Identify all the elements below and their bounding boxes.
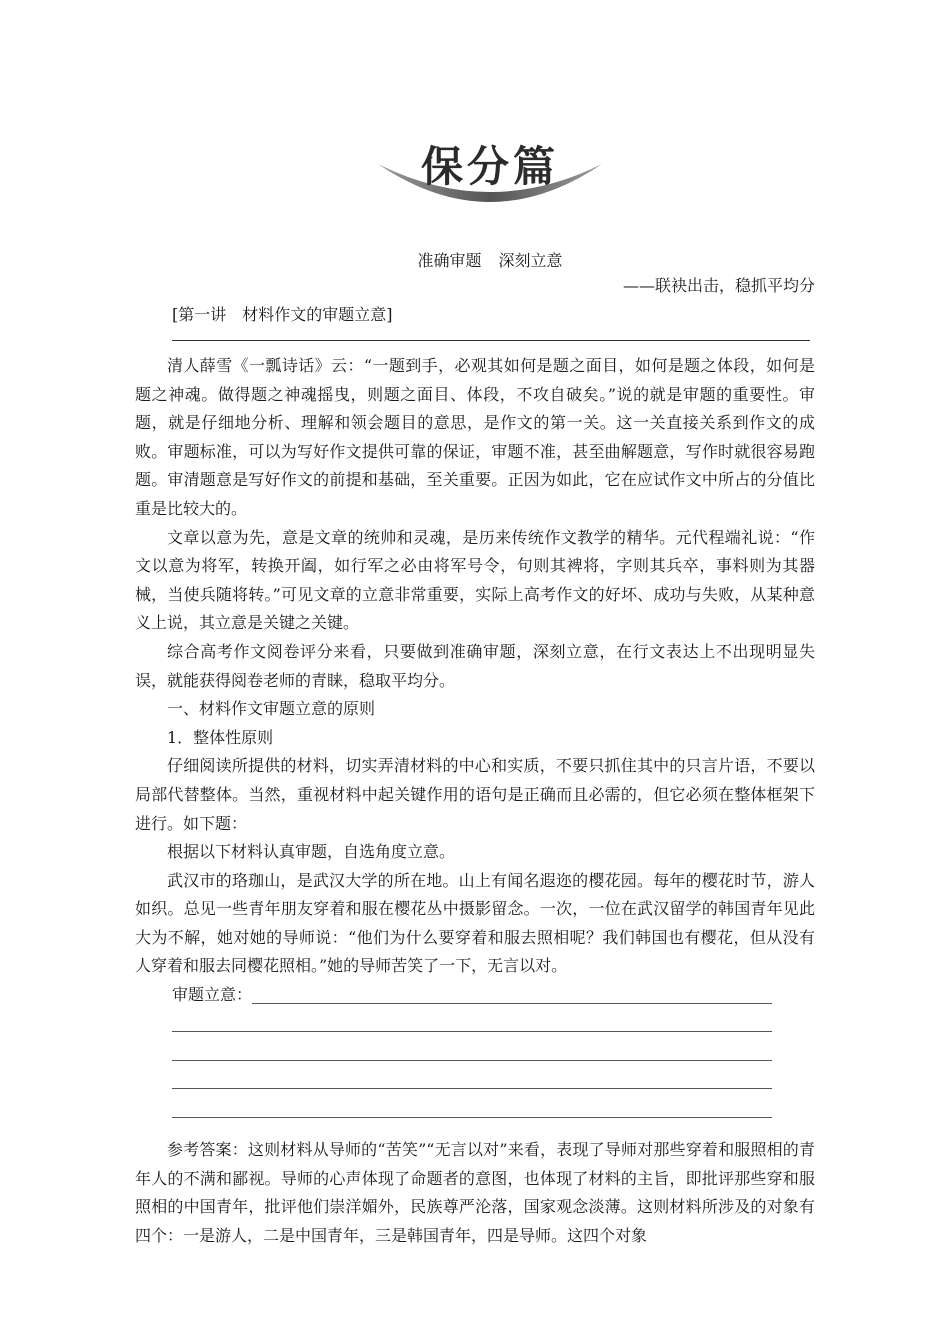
heading-divider bbox=[172, 340, 810, 341]
answer-blank-label: 审题立意： bbox=[172, 985, 253, 1005]
paragraph: 综合高考作文阅卷评分来看，只要做到准确审题，深刻立意，在行文表达上不出现明显失误，就能获得阅卷老师的青睐，稳取平均分。 bbox=[135, 641, 815, 690]
subtitle-part-1: 准确审题 bbox=[417, 251, 482, 270]
section-motto: ——联袂出击，稳抓平均分 bbox=[622, 276, 815, 295]
paragraph: 仔细阅读所提供的材料，切实弄清材料的中心和实质，不要只抓住其中的只言片语，不要以局部代替整体。当然，重视材料中起关键作用的语句是正确而且必需的，但它必须在整体框架下进行。如下题： bbox=[135, 756, 815, 833]
subsection-heading: 1．整体性原则 bbox=[167, 727, 274, 747]
answer-blank-line[interactable] bbox=[172, 1010, 772, 1039]
subtitle-part-2: 深刻立意 bbox=[498, 251, 563, 270]
lecture-heading: [第一讲 材料作文的审题立意] bbox=[172, 305, 393, 324]
answer-blank-line[interactable] bbox=[252, 987, 772, 1004]
paragraph: 武汉市的珞珈山，是武汉大学的所在地。山上有闻名遐迩的樱花园。每年的樱花时节，游人如织。总见一些青年朋友穿着和服在樱花丛中摄影留念。一次，一位在武汉留学的韩国青年见此大为不解，她对她的导师说：“他们为什么要穿着和服去照相呢？我们韩国也有樱花，但从没有人穿着和服去同樱花照相。”她的导师苦笑了一下，无言以对。 bbox=[135, 870, 815, 976]
section-heading: 一、材料作文审题立意的原则 bbox=[167, 699, 376, 719]
section-subtitle bbox=[0, 248, 950, 271]
answer-blank-row bbox=[172, 981, 815, 1010]
answer-blank-line[interactable] bbox=[172, 1038, 772, 1067]
banner-title: 保分篇 bbox=[420, 142, 559, 191]
section-banner bbox=[370, 128, 610, 218]
document-body bbox=[135, 352, 815, 1250]
paragraph: 根据以下材料认真审题，自选角度立意。 bbox=[167, 842, 456, 862]
answer-blank-line[interactable] bbox=[172, 1067, 772, 1096]
reference-answer: 参考答案：这则材料从导师的“苦笑”“无言以对”来看，表现了导师对那些穿着和服照相的青年人的不满和鄙视。导师的心声体现了命题者的意图，也体现了材料的主旨，即批评那些穿和服照相的中国青年，批评他们崇洋媚外，民族尊严沦落，国家观念淡薄。这则材料所涉及的对象有四个：一是游人，二是中国青年，三是韩国青年，四是导师。这四个对象 bbox=[135, 1140, 815, 1245]
paragraph: 文章以意为先，意是文章的统帅和灵魂，是历来传统作文教学的精华。元代程端礼说：“作文以意为将军，转换开阖，如行军之必由将军号令，句则其裨将，字则其兵卒，事料则为其器械，当使兵随将转。”可见文章的立意非常重要，实际上高考作文的好坏、成功与失败，从某种意义上说，其立意是关键之关键。 bbox=[135, 527, 815, 633]
paragraph: 清人薛雪《一瓢诗话》云：“一题到手，必观其如何是题之面目，如何是题之体段，如何是题之神魂。做得题之神魂摇曳，则题之面目、体段，不攻自破矣。”说的就是审题的重要性。审题，就是仔细地分析、理解和领会题目的意思，是作文的第一关。这一关直接关系到作文的成败。审题标准，可以为写好作文提供可靠的保证，审题不准，甚至曲解题意，写作时就很容易跑题。审清题意是写好作文的前提和基础，至关重要。正因为如此，它在应试作文中所占的分值比重是比较大的。 bbox=[135, 356, 815, 518]
spacer bbox=[135, 1124, 815, 1136]
answer-blank-line[interactable] bbox=[172, 1095, 772, 1124]
